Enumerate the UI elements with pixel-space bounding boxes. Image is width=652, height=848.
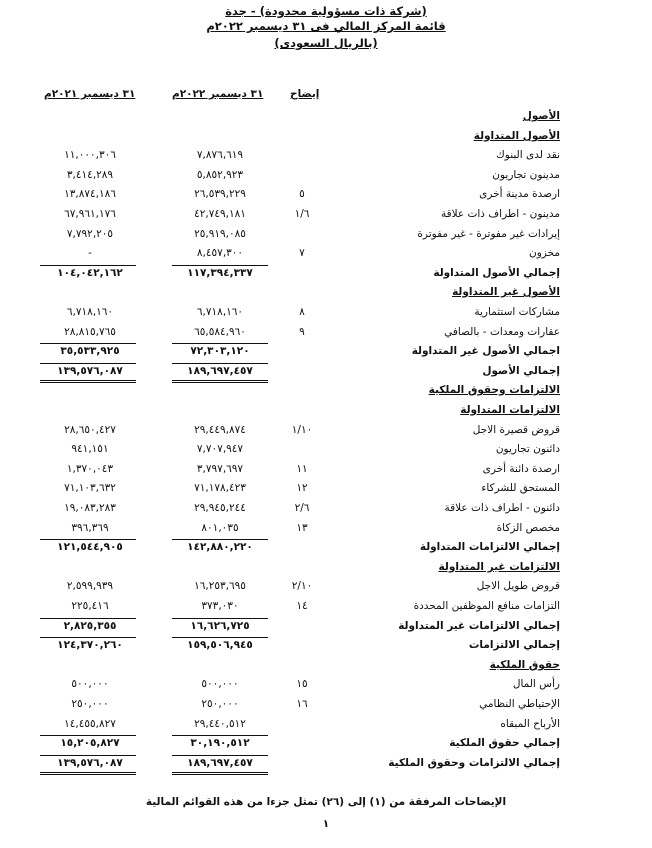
row-label: عقارات ومعدات - بالصافي: [444, 326, 560, 338]
value-2021: ٢٥٠,٠٠٠: [71, 698, 109, 710]
row-label: مخزون: [529, 247, 560, 259]
page-number: ١: [322, 818, 330, 830]
subtotal-rule: [40, 637, 136, 638]
value-2022: ٤٢,٧٤٩,١٨١: [194, 208, 246, 220]
value-2021: ٩٤١,١٥١: [71, 443, 109, 455]
table-row: [0, 205, 652, 224]
note-column-header: إيضاح: [290, 88, 320, 100]
value-2022: ٧,٨٧٦,٦١٩: [196, 149, 244, 161]
section-heading-row: [0, 283, 652, 302]
value-2021: ١٣٩,٥٧٦,٠٨٧: [57, 757, 123, 769]
row-label: قروض قصيرة الاجل: [472, 424, 560, 436]
statement-title: قائمة المركز المالي فى ٣١ ديسمبر ٢٠٢٢م: [206, 19, 446, 33]
value-2021: ٢٨,٦٥٠,٤٢٧: [64, 424, 116, 436]
table-row: [0, 460, 652, 479]
value-2021: ١٣٩,٥٧٦,٠٨٧: [57, 365, 123, 377]
value-2021: -: [88, 247, 92, 259]
value-2022: ١٦,٢٥٣,٦٩٥: [194, 580, 246, 592]
table-row: [0, 421, 652, 440]
table-row: [0, 499, 652, 518]
row-label: مخصص الزكاة: [496, 522, 560, 534]
note-ref: ٢/١٠: [291, 580, 313, 592]
section-heading-row: [0, 107, 652, 126]
subtotal-rule: [172, 539, 268, 540]
value-2022: ١٦,٦٢٦,٧٢٥: [190, 620, 250, 632]
row-label: الإحتياطي النظامي: [479, 698, 560, 710]
value-2021: ٢٢٥,٤١٦: [71, 600, 109, 612]
value-2022: ٨,٤٥٧,٣٠٠: [196, 247, 244, 259]
value-2021: ٦,٧١٨,١٦٠: [66, 306, 114, 318]
value-2021: ١١,٠٠٠,٣٠٦: [64, 149, 116, 161]
value-2021: ٧,٧٩٢,٢٠٥: [66, 228, 114, 240]
table-row: [0, 715, 652, 734]
note-ref: ١١: [296, 463, 308, 475]
section-heading-row: [0, 127, 652, 146]
subtotal-rule: [40, 539, 136, 540]
value-2021: ١٠٤,٠٤٢,١٦٢: [57, 267, 123, 279]
note-ref: ٢/٦: [294, 502, 310, 514]
note-ref: ١/٦: [294, 208, 310, 220]
row-label: إجمالي حقوق الملكية: [449, 737, 560, 749]
note-ref: ١٢: [296, 482, 308, 494]
total-row: [0, 342, 652, 361]
total-row: [0, 362, 652, 381]
table-row: [0, 695, 652, 714]
year-2022-column-header: ٣١ ديسمبر ٢٠٢٢م: [172, 88, 264, 100]
row-label: إيرادات غير مفوترة - غير مفوترة: [417, 228, 560, 240]
row-label: إجمالي الأصول المتداولة: [433, 267, 560, 279]
row-label: قروض طويل الاجل: [476, 580, 560, 592]
row-label: مشاركات استثمارية: [474, 306, 560, 318]
row-label: الأصول المتداولة: [473, 130, 560, 142]
value-2021: ٥٠٠,٠٠٠: [71, 678, 109, 690]
value-2021: ١٥,٢٠٥,٨٢٧: [60, 737, 120, 749]
row-label: مدينون - اطراف ذات علاقة: [440, 208, 560, 220]
double-underline-rule: [40, 774, 136, 775]
section-heading-row: [0, 401, 652, 420]
table-row: [0, 479, 652, 498]
row-label: الالتزامات غير المتداولة: [438, 561, 560, 573]
row-label: إجمالي الالتزامات: [468, 639, 560, 651]
row-label: الأصول غير المتداولة: [452, 286, 560, 298]
value-2022: ٢٥٠,٠٠٠: [201, 698, 239, 710]
subtotal-rule: [40, 363, 136, 364]
value-2022: ٢٩,٤٤٩,٨٧٤: [194, 424, 246, 436]
value-2022: ٨٠١,٠٣٥: [201, 522, 239, 534]
row-label: حقوق الملكية: [489, 659, 560, 671]
table-row: [0, 440, 652, 459]
subtotal-rule: [172, 637, 268, 638]
total-row: [0, 754, 652, 773]
row-label: إجمالي الالتزامات غير المتداولة: [398, 620, 560, 632]
note-ref: ١٣: [296, 522, 308, 534]
table-row: [0, 225, 652, 244]
total-row: [0, 617, 652, 636]
row-label: مدينون تجاريون: [492, 169, 560, 181]
note-ref: ١٥: [296, 678, 308, 690]
value-2021: ١٢١,٥٤٤,٩٠٥: [57, 541, 123, 553]
section-heading-row: [0, 558, 652, 577]
subtotal-rule: [172, 363, 268, 364]
table-row: [0, 185, 652, 204]
total-row: [0, 538, 652, 557]
company-name: (شركة ذات مسؤولية محدودة) - جدة: [225, 4, 427, 18]
table-row: [0, 675, 652, 694]
row-label: الأصول: [522, 110, 560, 122]
section-heading-row: [0, 656, 652, 675]
table-row: [0, 146, 652, 165]
value-2022: ٥,٨٥٢,٩٢٣: [196, 169, 244, 181]
table-row: [0, 577, 652, 596]
row-label: دائنون - اطراف ذات علاقة: [444, 502, 560, 514]
value-2021: ٦٧,٩٦١,١٧٦: [64, 208, 116, 220]
currency-label: (بالريال السعودى): [274, 36, 378, 50]
note-ref: ٩: [299, 326, 305, 338]
value-2022: ١٤٢,٨٨٠,٢٢٠: [187, 541, 253, 553]
value-2021: ١,٣٧٠,٠٤٣: [66, 463, 114, 475]
value-2021: ٣٩٦,٣٦٩: [71, 522, 109, 534]
row-label: الالتزامات وحقوق الملكية: [428, 384, 560, 396]
subtotal-rule: [172, 755, 268, 756]
value-2022: ٧٢,٣٠٣,١٢٠: [190, 345, 250, 357]
value-2022: ٢٩,٩٤٥,٢٤٤: [194, 502, 246, 514]
row-label: نقد لدى البنوك: [496, 149, 560, 161]
row-label: الأرباح المبقاه: [500, 718, 560, 730]
note-ref: ٧: [299, 247, 305, 259]
subtotal-rule: [40, 755, 136, 756]
value-2021: ٣,٤١٤,٢٨٩: [66, 169, 114, 181]
value-2021: ١٤,٤٥٥,٨٢٧: [64, 718, 116, 730]
total-row: [0, 636, 652, 655]
table-row: [0, 519, 652, 538]
table-row: [0, 303, 652, 322]
double-underline-rule: [172, 774, 268, 775]
value-2022: ٦,٧١٨,١٦٠: [196, 306, 244, 318]
value-2021: ٢,٥٩٩,٩٣٩: [66, 580, 114, 592]
value-2021: ٧١,١٠٣,٦٣٢: [64, 482, 116, 494]
double-underline-rule: [40, 772, 136, 773]
note-ref: ٥: [299, 188, 305, 200]
value-2022: ٢٦,٥٣٩,٢٢٩: [194, 188, 246, 200]
value-2022: ٣٠,١٩٠,٥١٢: [190, 737, 250, 749]
value-2022: ٧,٧٠٧,٩٤٧: [196, 443, 244, 455]
table-row: [0, 597, 652, 616]
subtotal-rule: [172, 343, 268, 344]
value-2021: ٣٥,٥٣٣,٩٢٥: [60, 345, 120, 357]
table-row: [0, 166, 652, 185]
row-label: المستحق للشركاء: [481, 482, 560, 494]
subtotal-rule: [172, 618, 268, 619]
note-ref: ٨: [299, 306, 305, 318]
double-underline-rule: [172, 772, 268, 773]
table-row: [0, 244, 652, 263]
row-label: إجمالي الالتزامات وحقوق الملكية: [388, 757, 560, 769]
row-label: الالتزامات المتداولة: [460, 404, 560, 416]
row-label: إجمالي الالتزامات المتداولة: [419, 541, 560, 553]
value-2022: ٢٩,٤٤٠,٥١٢: [194, 718, 246, 730]
row-label: رأس المال: [512, 678, 560, 690]
subtotal-rule: [172, 735, 268, 736]
row-label: ارصدة دائنة أخرى: [482, 463, 560, 475]
subtotal-rule: [40, 265, 136, 266]
value-2021: ٢٨,٨١٥,٧٦٥: [64, 326, 116, 338]
section-heading-row: [0, 381, 652, 400]
value-2021: ١٣,٨٧٤,١٨٦: [64, 188, 116, 200]
note-ref: ١٦: [296, 698, 308, 710]
row-label: التزامات منافع الموظفين المحددة: [413, 600, 560, 612]
value-2022: ٣,٧٩٧,٦٩٧: [196, 463, 244, 475]
value-2022: ٦٥,٥٨٤,٩٦٠: [194, 326, 246, 338]
row-label: إجمالي الأصول: [482, 365, 560, 377]
subtotal-rule: [40, 618, 136, 619]
value-2022: ١٥٩,٥٠٦,٩٤٥: [187, 639, 253, 651]
row-label: ارصدة مدينة أخرى: [479, 188, 560, 200]
value-2021: ١٩,٠٨٣,٢٨٣: [64, 502, 116, 514]
row-label: دائنون تجاريون: [495, 443, 560, 455]
value-2022: ٧١,١٧٨,٤٢٣: [194, 482, 246, 494]
subtotal-rule: [172, 265, 268, 266]
table-row: [0, 323, 652, 342]
value-2021: ٢,٨٢٥,٣٥٥: [63, 620, 117, 632]
subtotal-rule: [40, 735, 136, 736]
year-2021-column-header: ٣١ ديسمبر ٢٠٢١م: [44, 88, 136, 100]
value-2022: ١٨٩,٦٩٧,٤٥٧: [187, 757, 253, 769]
value-2021: ١٢٤,٣٧٠,٢٦٠: [57, 639, 123, 651]
value-2022: ٢٥,٩١٩,٠٨٥: [194, 228, 246, 240]
note-ref: ١٤: [296, 600, 308, 612]
total-row: [0, 264, 652, 283]
subtotal-rule: [40, 343, 136, 344]
value-2022: ١١٧,٣٩٤,٣٣٧: [187, 267, 253, 279]
footnote: الإيضاحات المرفقة من (١) إلى (٢٦) تمثل جزءا من هذه القوائم المالية: [145, 796, 507, 808]
note-ref: ١/١٠: [291, 424, 313, 436]
value-2022: ٣٧٣,٠٣٠: [201, 600, 239, 612]
value-2022: ١٨٩,٦٩٧,٤٥٧: [187, 365, 253, 377]
value-2022: ٥٠٠,٠٠٠: [201, 678, 239, 690]
total-row: [0, 734, 652, 753]
row-label: اجمالي الأصول غير المتداولة: [411, 345, 560, 357]
